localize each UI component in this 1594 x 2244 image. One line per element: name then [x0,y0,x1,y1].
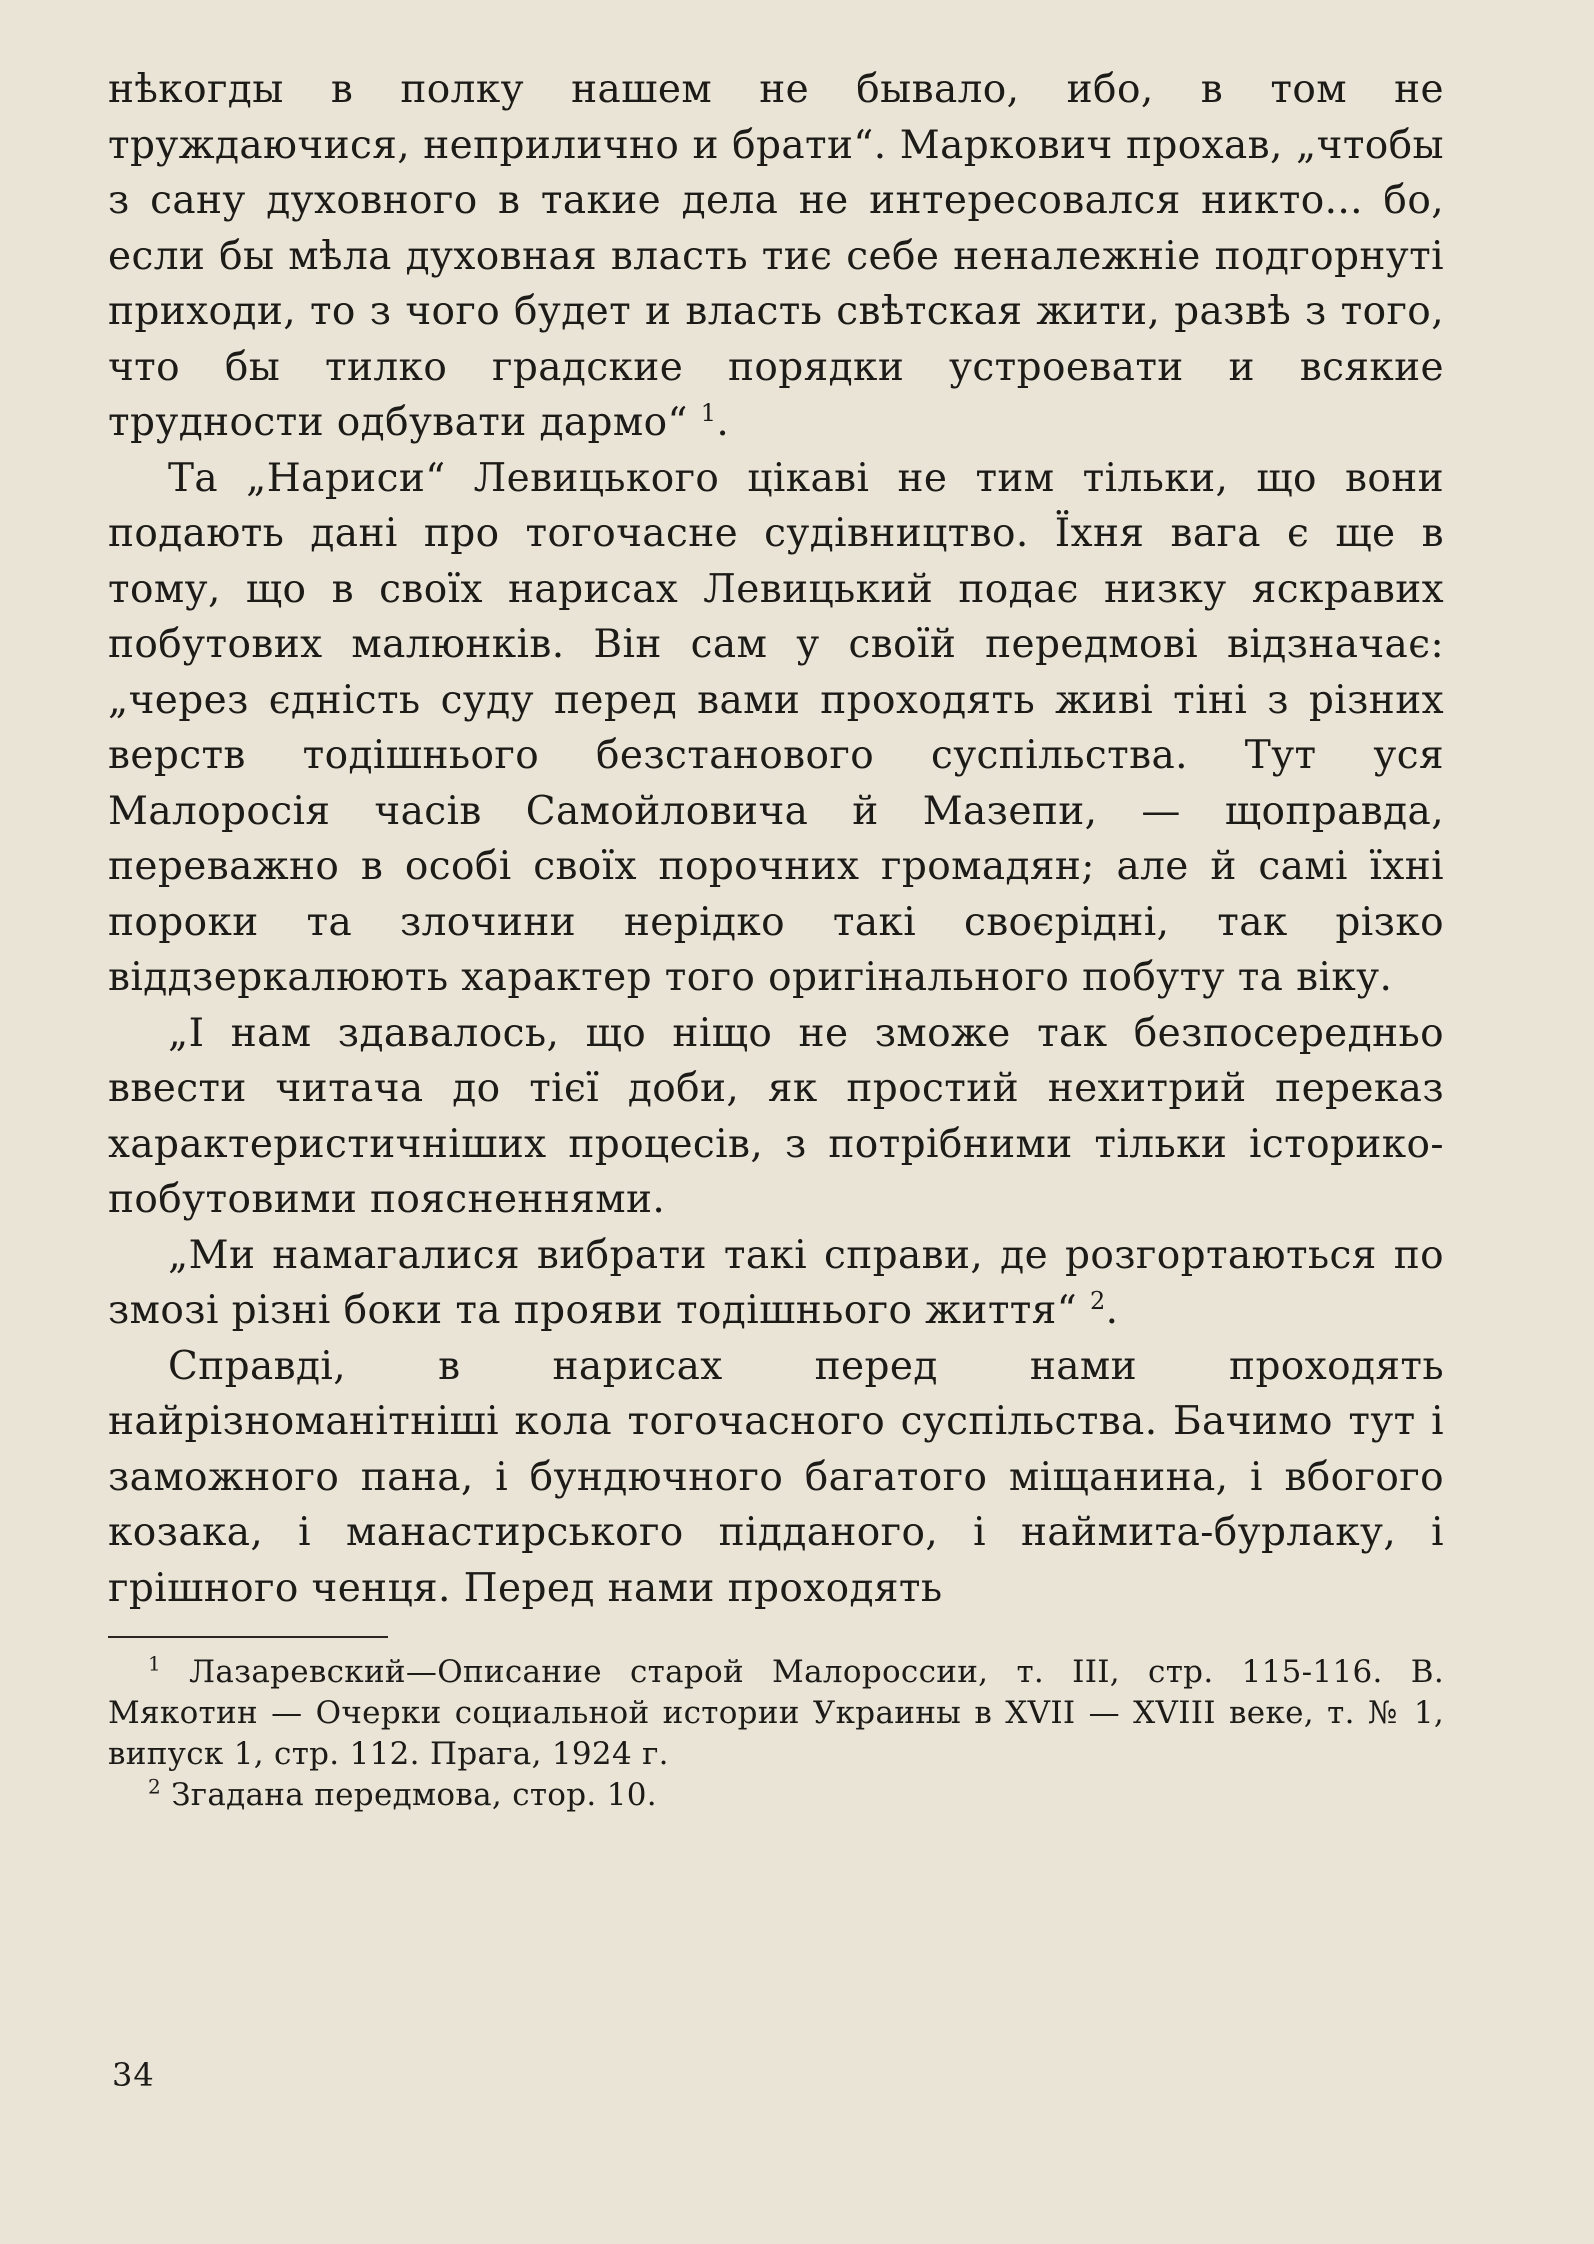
paragraph-text: „І нам здавалось, що ніщо не зможе так безпосередньо ввести читача до тієї доби, як простий нехитрий переказ характеристичніших процесів, з потрібними тільки історико-побутовими поясненнями. [108,1010,1444,1222]
footnote-ref: 1 [700,399,717,427]
footnote-mark: 2 [148,1774,162,1799]
paragraph-text: „Ми намагалися вибрати такі справи, де розгортаються по змозі різні боки та прояви тодішнього життя“ [108,1232,1444,1333]
footnote-1 [108,1652,1444,1775]
paragraph-5 [108,1339,1444,1617]
footnote-text: Лазаревский—Описание старой Малороссии, т. III, стр. 115-116. В. Мякотин — Очерки социальной истории Украины в XVII — XVIII веке, т. № 1, випуск 1, стр. 112. Прага, 1924 г. [108,1654,1444,1772]
footnote-text: Згадана передмова, стор. 10. [171,1777,657,1813]
paragraph-text: Та „Нариси“ Левицького цікаві не тим тільки, що вони подають дані про тогочасне судівництво. Їхня вага є ще в тому, що в своїх нарисах Левицький подає низку яскравих побутових малюнків. Він сам у своїй передмові відзначає: „через єдність суду перед вами проходять живі тіні з різних верств тодішнього безстанового суспільства. Тут уся Малоросія часів Самойловича й Мазепи, — щоправда, переважно в особі своїх порочних громадян; але й самі їхні пороки та злочини нерідко такі своєрідні, так різко віддзеркалюють характер того оригінального побуту та віку. [108,455,1444,1000]
main-text [108,62,1444,1616]
footnote-ref: 2 [1089,1287,1106,1315]
paragraph-1: нѣкогды в полку нашем не бывало, ибо, в том не труждаючися, неприлично и брати“. Маркович прохав, „чтобы з сану духовного в такие дела не интересовался никто... бо, если бы мѣла духовная власть тиє себе неналежніе подгорнуті приходи, то з чого будет и власть свѣтская жити, развѣ з того, что бы тилко градские порядки устроевати и всякие трудности одбувати дармо“ $^1$. [108,67,1444,445]
paragraph-text: нѣкогды в полку нашем не бывало, ибо, в том не труждаючися, неприлично и брати“. Маркович прохав, „чтобы з сану духовного в такие дела не интересовался никто... бо, если бы мѣла духовная власть тиє себе неналежніе подгорнуті приходи, то з чого будет и власть свѣтская жити, развѣ з того, что бы тилко градские порядки устроевати и всякие трудности одбувати дармо“ [108,67,1444,445]
page-number: 34 [112,2056,155,2094]
footnote-divider [108,1636,388,1638]
paragraph-4: „Ми намагалися вибрати такі справи, де розгортаються по змозі різні боки та прояви тодішнього життя“ $^2$. [108,1232,1444,1333]
paragraph-2 [108,451,1444,1006]
paragraph-3 [108,1006,1444,1228]
footnote-2 [108,1775,1444,1816]
footnote-mark: 1 [148,1651,162,1676]
paragraph-text: Справді, в нарисах перед нами проходять найрізноманітніші кола тогочасного суспільства. Бачимо тут і заможного пана, і бундючного багатого міщанина, і вбогого козака, і манастирського підданого, і наймита-бурлаку, і грішного ченця. Перед нами проходять [108,1343,1444,1611]
footnotes [108,1652,1444,1816]
